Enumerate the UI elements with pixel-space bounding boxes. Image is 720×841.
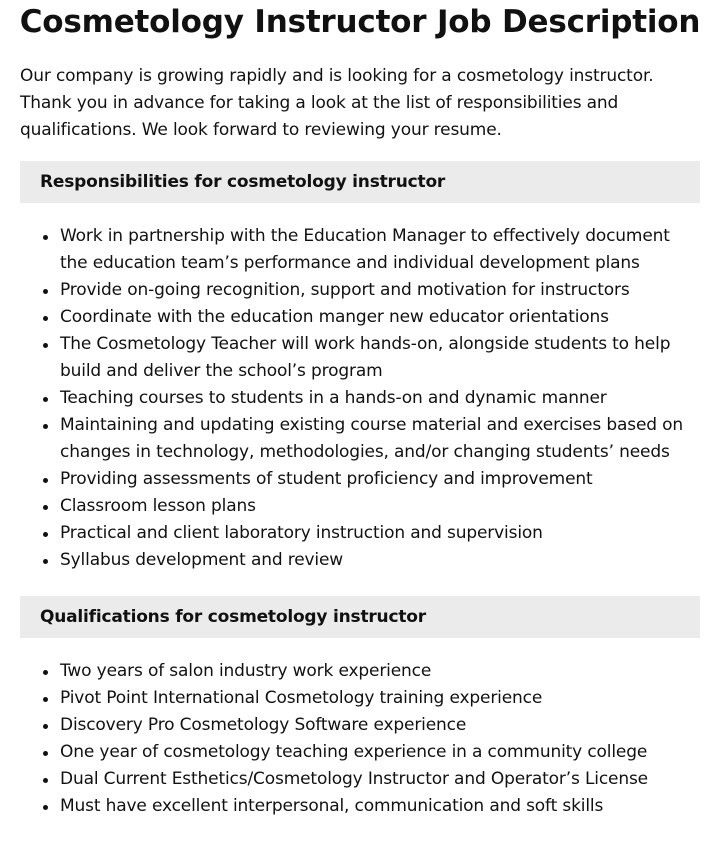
responsibilities-list	[0, 223, 720, 574]
list-item: Must have excellent interpersonal, communication and soft skills	[60, 793, 700, 820]
list-item: The Cosmetology Teacher will work hands-on, alongside students to help build and deliver the school’s program	[60, 331, 700, 385]
list-item: Dual Current Esthetics/Cosmetology Instructor and Operator’s License	[60, 766, 700, 793]
qualifications-list	[0, 658, 720, 820]
qualifications-heading: Qualifications for cosmetology instructor	[20, 596, 700, 638]
list-item: Classroom lesson plans	[60, 493, 700, 520]
intro-paragraph: Our company is growing rapidly and is looking for a cosmetology instructor. Thank you in advance for taking a look at the list of responsibilities and qualifications. We look forward to reviewing your resume.	[20, 66, 654, 140]
list-item: Provide on-going recognition, support and motivation for instructors	[60, 277, 700, 304]
list-item: Two years of salon industry work experience	[60, 658, 700, 685]
list-item: Coordinate with the education manger new educator orientations	[60, 304, 700, 331]
list-item: Maintaining and updating existing course material and exercises based on changes in technology, methodologies, and/or changing students’ needs	[60, 412, 700, 466]
list-item: Teaching courses to students in a hands-on and dynamic manner	[60, 385, 700, 412]
list-item: Providing assessments of student proficiency and improvement	[60, 466, 700, 493]
list-item: Discovery Pro Cosmetology Software experience	[60, 712, 700, 739]
list-item: Syllabus development and review	[60, 547, 700, 574]
list-item: Pivot Point International Cosmetology training experience	[60, 685, 700, 712]
responsibilities-heading: Responsibilities for cosmetology instructor	[20, 161, 700, 203]
list-item: Practical and client laboratory instruction and supervision	[60, 520, 700, 547]
list-item: One year of cosmetology teaching experience in a community college	[60, 739, 700, 766]
page-title: Cosmetology Instructor Job Description	[19, 4, 701, 40]
list-item: Work in partnership with the Education Manager to effectively document the education team’s performance and individual development plans	[60, 223, 700, 277]
